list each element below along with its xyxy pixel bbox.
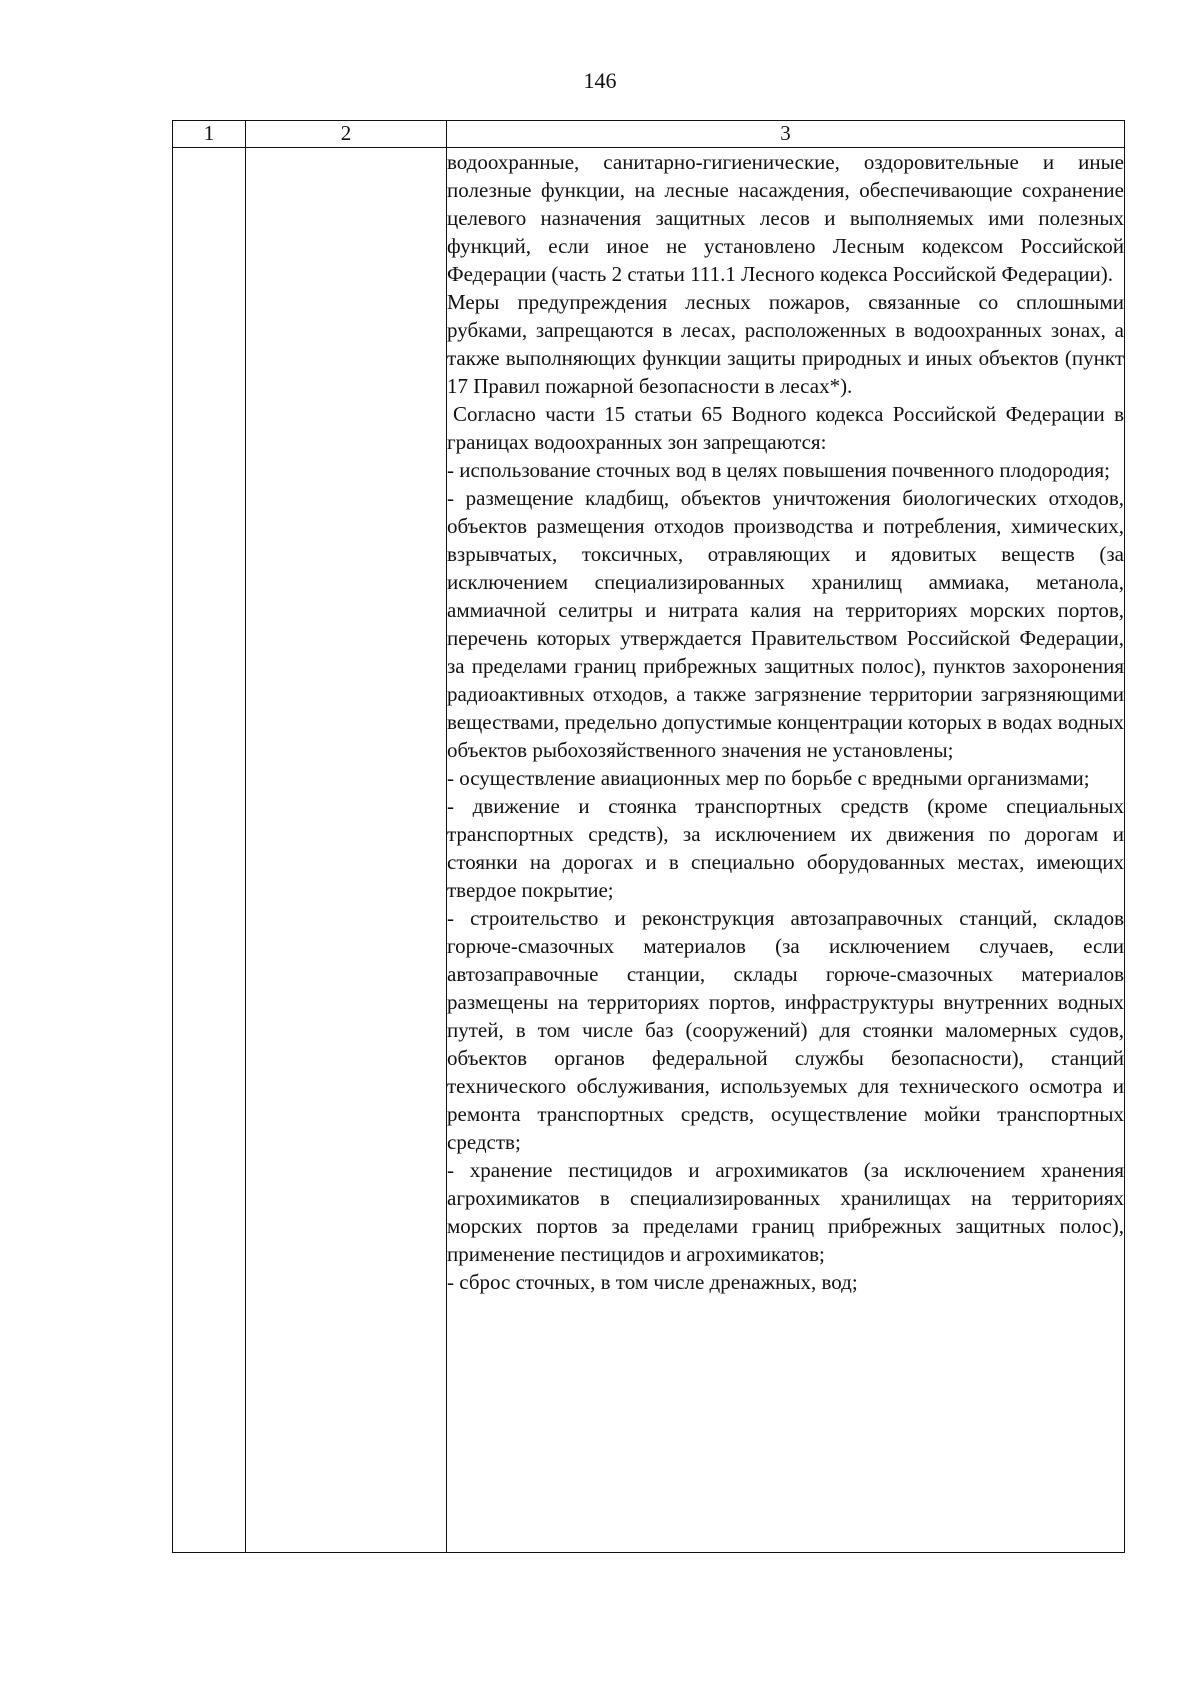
list-item: - строительство и реконструкция автозаправочных станций, складов горюче-смазочных материалов (за исключением случаев, если автозаправочные станции, склады горюче-смазочных материалов размещены на территориях портов, инфраструктуры внутренних водных путей, в том числе баз (сооружений) для стоянки маломерных судов, объектов органов федеральной службы безопасности), станций технического обслуживания, используемых для технического осмотра и ремонта транспортных средств, осуществление мойки транспортных средств; xyxy=(447,906,1124,1154)
paragraph-fire-prevention: Меры предупреждения лесных пожаров, связанные со сплошными рубками, запрещаются в лесах, расположенных в водоохранных зонах, а также выполняющих функции защиты природных и иных объектов (пункт 17 Правил пожарной безопасности в лесах*). xyxy=(447,290,1124,398)
column-header-2: 2 xyxy=(246,121,447,148)
list-item: - размещение кладбищ, объектов уничтожения биологических отходов, объектов размещения отходов производства и потребления, химических, взрывчатых, токсичных, отравляющих и ядовитых веществ (за исключением специализированных хранилищ аммиака, метанола, аммиачной селитры и нитрата калия на территориях морских портов, перечень которых утверждается Правительством Российской Федерации, за пределами границ прибрежных защитных полос), пунктов захоронения радиоактивных отходов, а также загрязнение территории загрязняющими веществами, предельно допустимые концентрации которых в водах водных объектов рыбохозяйственного значения не установлены; xyxy=(447,486,1124,762)
table-header-row xyxy=(173,121,1125,148)
column-1-cell xyxy=(173,148,246,1553)
column-3-cell xyxy=(447,148,1125,1553)
paragraph-water-code: Согласно части 15 статьи 65 Водного кодекса Российской Федерации в границах водоохранных зон запрещаются: xyxy=(447,402,1124,454)
list-item: - движение и стоянка транспортных средств (кроме специальных транспортных средств), за исключением их движения по дорогам и стоянки на дорогах и в специально оборудованных местах, имеющих твердое покрытие; xyxy=(447,794,1124,902)
column-2-cell xyxy=(246,148,447,1553)
column-header-1: 1 xyxy=(173,121,246,148)
list-item: - сброс сточных, в том числе дренажных, вод; xyxy=(447,1270,858,1294)
column-header-3: 3 xyxy=(447,121,1125,148)
page-number: 146 xyxy=(583,68,617,93)
paragraph-forest-functions: водоохранные, санитарно-гигиенические, оздоровительные и иные полезные функции, на лесные насаждения, обеспечивающие сохранение целевого назначения защитных лесов и выполняемых ими полезных функций, если иное не установлено Лесным кодексом Российской Федерации (часть 2 статьи 111.1 Лесного кодекса Российской Федерации). xyxy=(447,150,1124,286)
table-row xyxy=(173,148,1125,1553)
list-item: - осуществление авиационных мер по борьбе с вредными организмами; xyxy=(447,766,1090,790)
document-table xyxy=(172,120,1125,1553)
list-item: - хранение пестицидов и агрохимикатов (за исключением хранения агрохимикатов в специализированных хранилищах на территориях морских портов за пределами границ прибрежных защитных полос), применение пестицидов и агрохимикатов; xyxy=(447,1158,1124,1266)
list-item: - использование сточных вод в целях повышения почвенного плодородия; xyxy=(447,458,1110,482)
